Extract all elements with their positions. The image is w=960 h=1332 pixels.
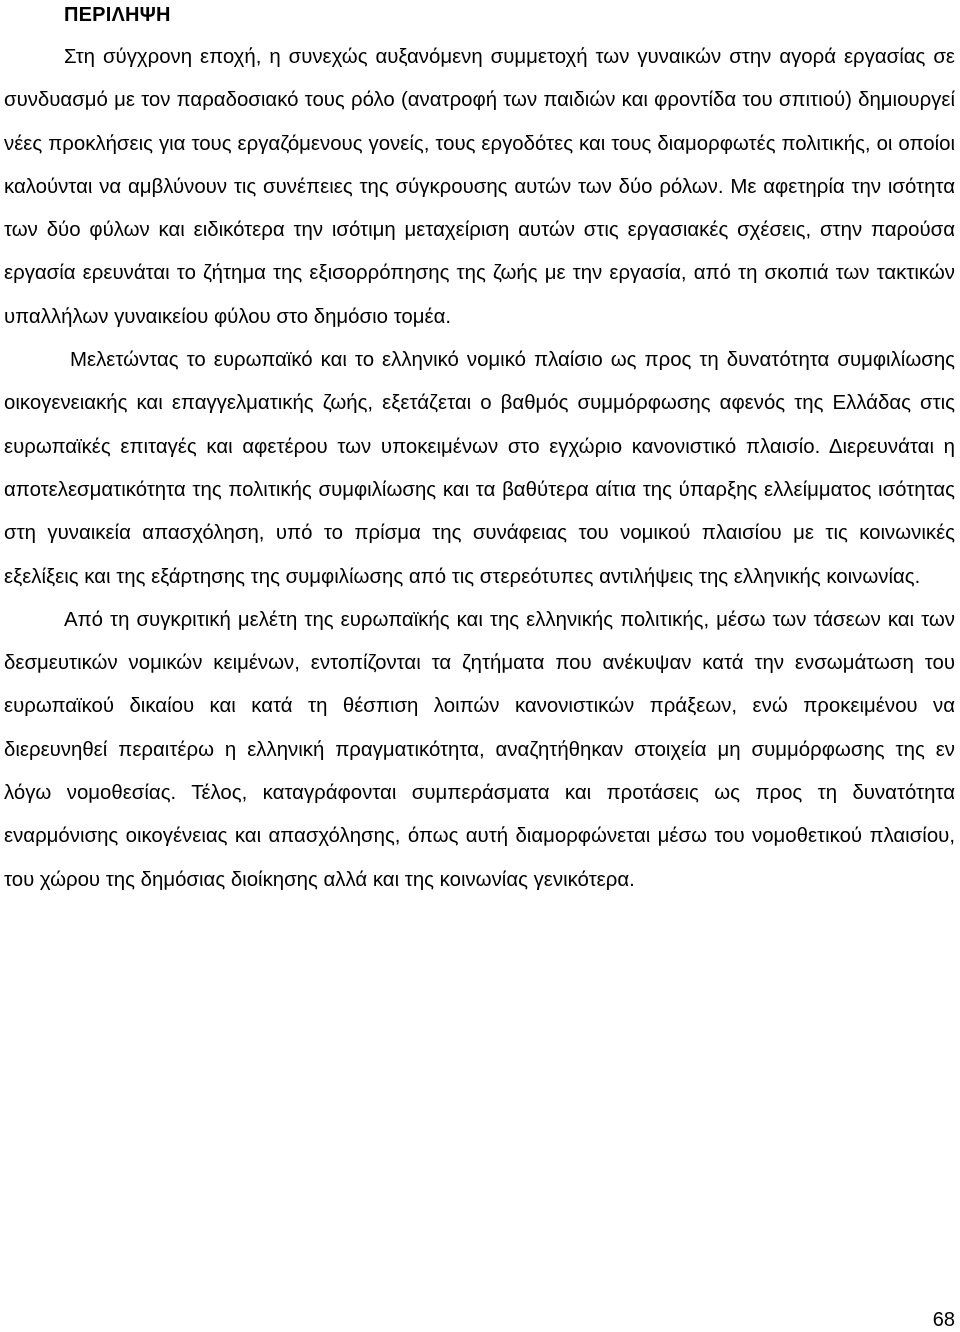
paragraph-2: Μελετώντας το ευρωπαϊκό και το ελληνικό νομικό πλαίσιο ως προς τη δυνατότητα συμφιλίωσης οικογενειακής και επαγγελματικής ζωής, εξετάζεται ο βαθμός συμμόρφωσης αφενός της Ελλάδας στις ευρωπαϊκές επιταγές και αφετέρου των υποκειμένων στο εγχώριο κανονιστικό πλαισίο. Διερευνάται η αποτελεσματικότητα της πολιτικής συμφιλίωσης και τα βαθύτερα αίτια της ύπαρξης ελλείμματος ισότητας στη γυναικεία απασχόληση, υπό το πρίσμα της συνάφειας του νομικού πλαισίου με τις κοινωνικές εξελίξεις και της εξάρτησης της συμφιλίωσης από τις στερεότυπες αντιλήψεις της ελληνικής κοινωνίας. (4, 349, 955, 588)
abstract-body (4, 36, 955, 902)
paragraph-3: Από τη συγκριτική μελέτη της ευρωπαϊκής και της ελληνικής πολιτικής, μέσω των τάσεων και των δεσμευτικών νομικών κειμένων, εντοπίζονται τα ζητήματα που ανέκυψαν κατά την ενσωμάτωση του ευρωπαϊκού δικαίου και κατά τη θέσπιση λοιπών κανονιστικών πράξεων, ενώ προκειμένου να διερευνηθεί περαιτέρω η ελληνική πραγματικότητα, αναζητήθηκαν στοιχεία μη συμμόρφωσης της εν λόγω νομοθεσίας. Τέλος, καταγράφονται συμπεράσματα και προτάσεις ως προς τη δυνατότητα εναρμόνισης οικογένειας και απασχόλησης, όπως αυτή διαμορφώνεται μέσω του νομοθετικού πλαισίου, του χώρου της δημόσιας διοίκησης αλλά και της κοινωνίας γενικότερα. (4, 608, 955, 891)
document-page (4, 0, 955, 1332)
page-title: ΠΕΡΙΛΗΨΗ (64, 4, 171, 26)
paragraph-1: Στη σύγχρονη εποχή, η συνεχώς αυξανόμενη συμμετοχή των γυναικών στην αγορά εργασίας σε συνδυασμό με τον παραδοσιακό τους ρόλο (ανατροφή των παιδιών και φροντίδα του σπιτιού) δημιουργεί νέες προκλήσεις για τους εργαζόμενους γονείς, τους εργοδότες και τους διαμορφωτές πολιτικής, οι οποίοι καλούνται να αμβλύνουν τις συνέπειες της σύγκρουσης αυτών των δύο ρόλων. Με αφετηρία την ισότητα των δύο φύλων και ειδικότερα την ισότιμη μεταχείριση αυτών στις εργασιακές σχέσεις, στην παρούσα εργασία ερευνάται το ζήτημα της εξισορρόπησης της ζωής με την εργασία, από τη σκοπιά των τακτικών υπαλλήλων γυναικείου φύλου στο δημόσιο τομέα. (4, 46, 955, 328)
page-number: 68 (932, 1309, 955, 1331)
